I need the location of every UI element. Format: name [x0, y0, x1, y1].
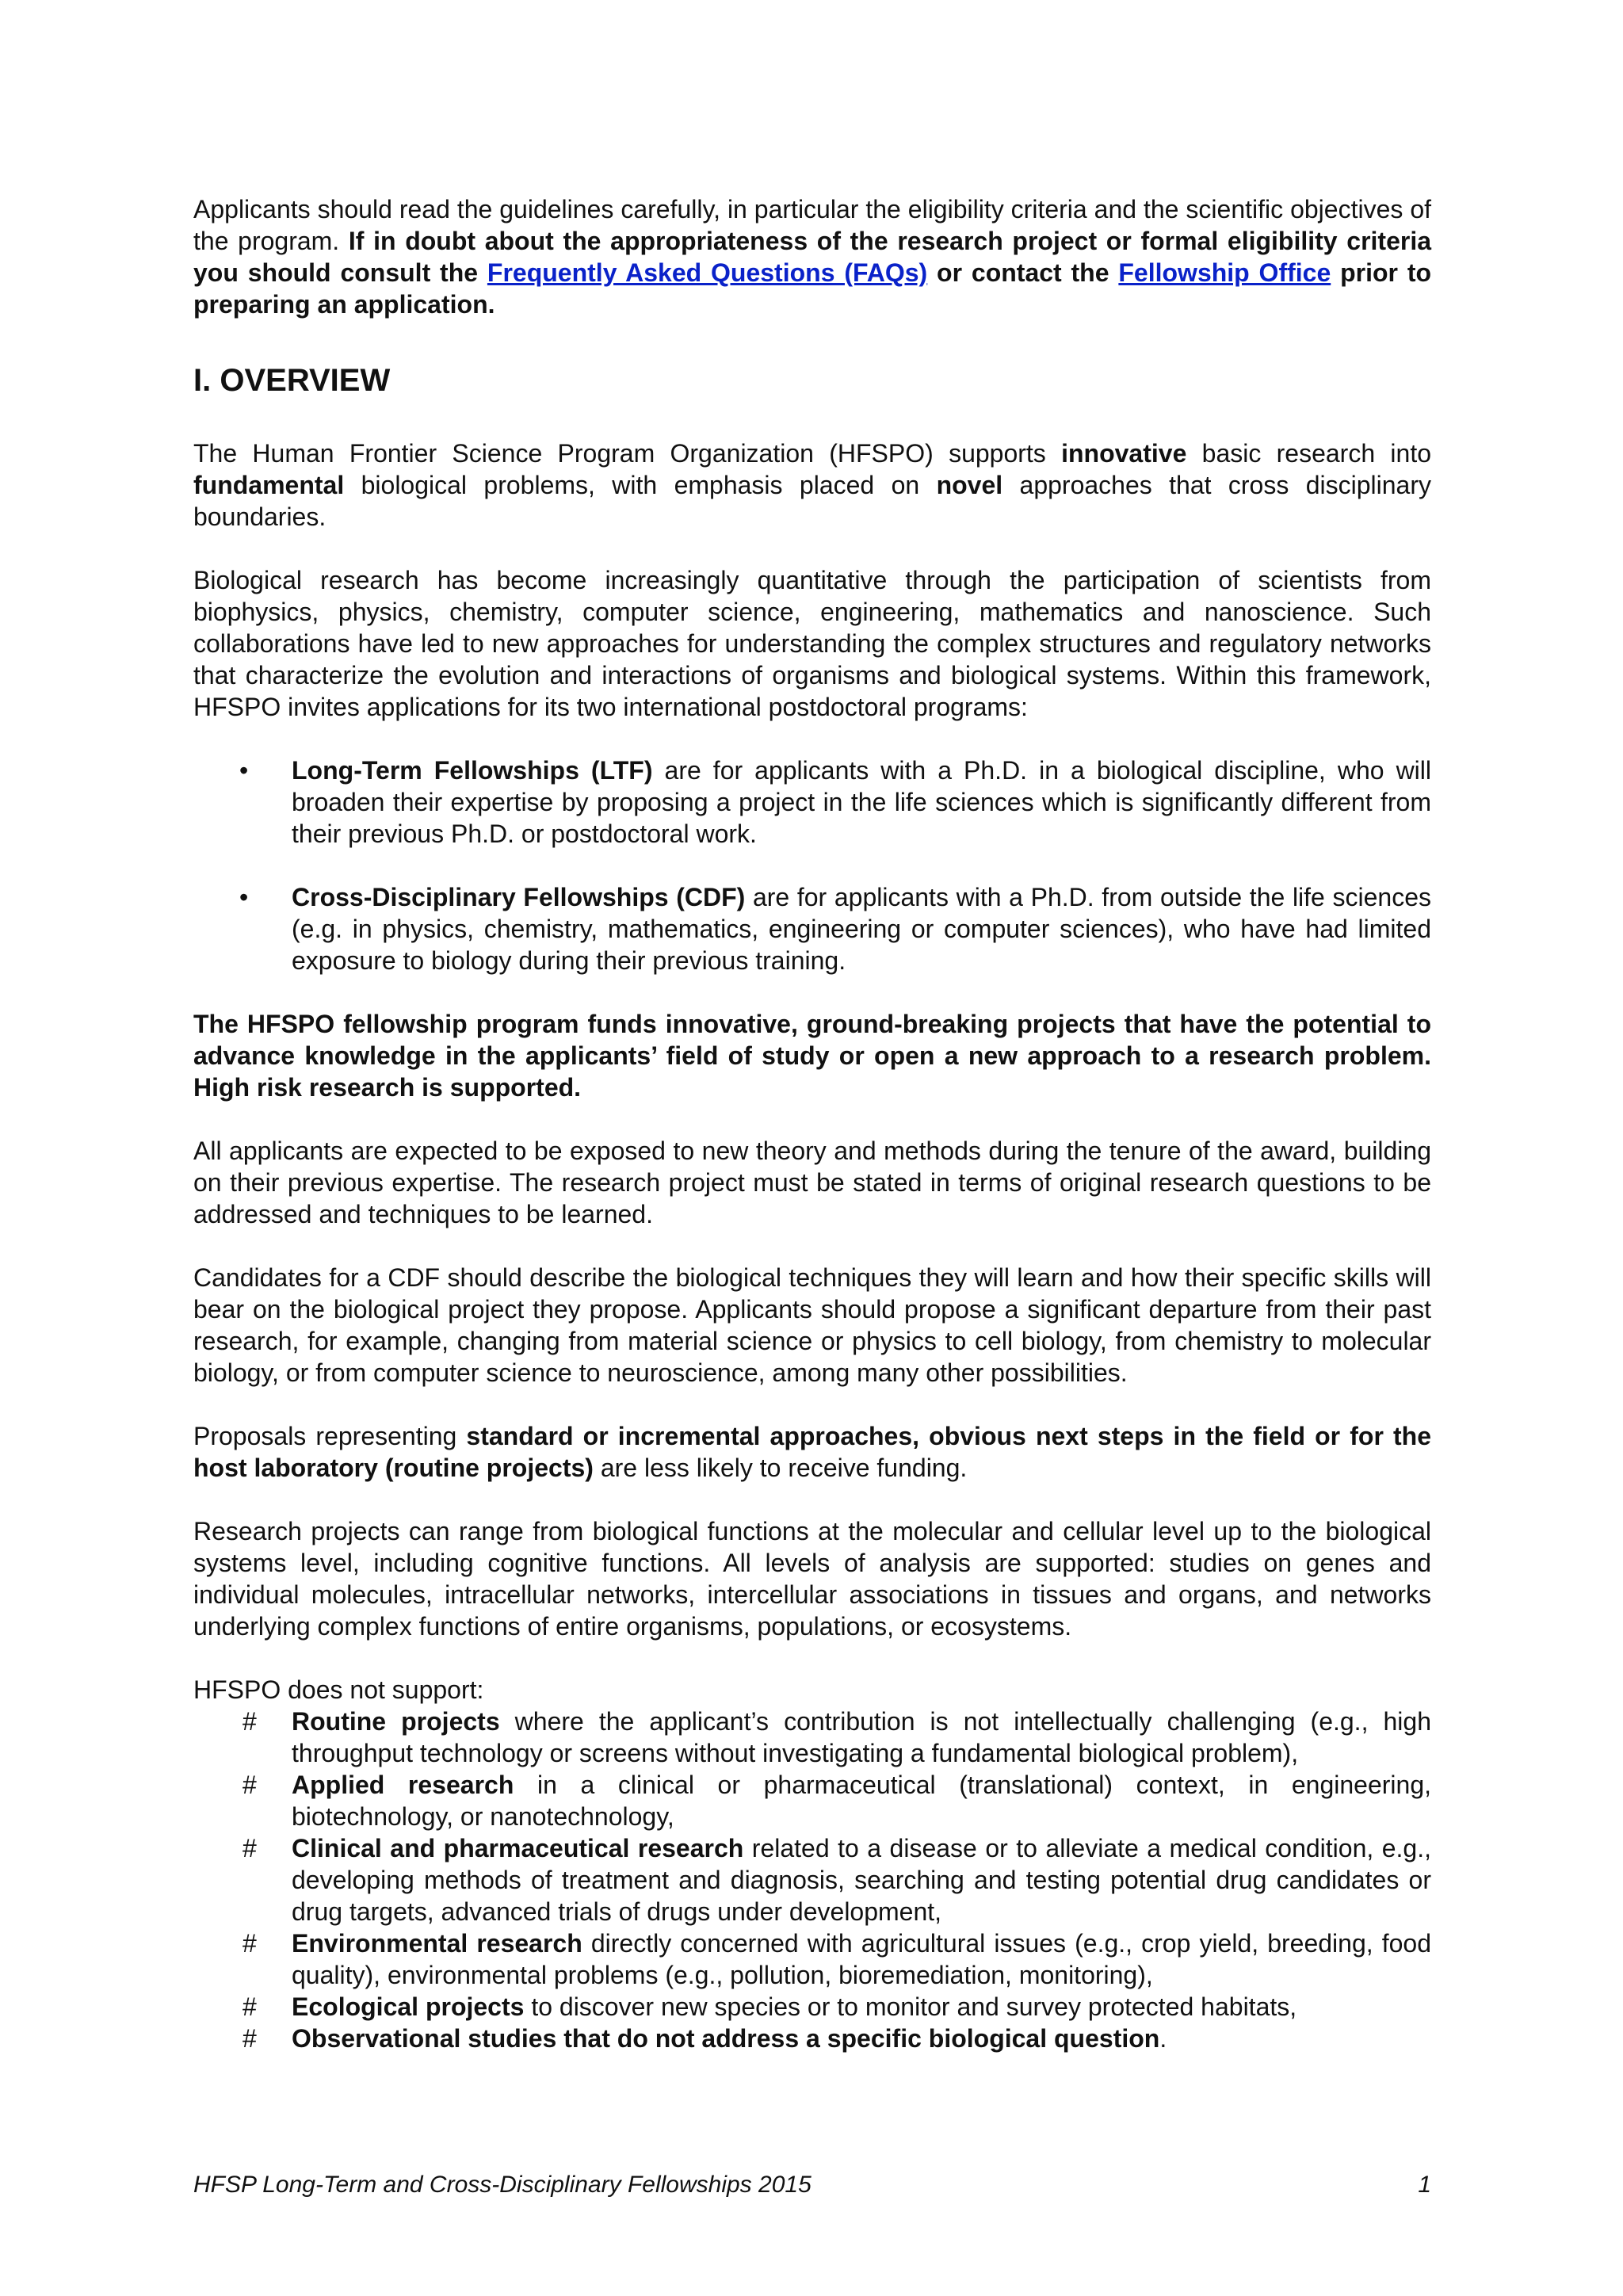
hash-icon: # [242, 1771, 257, 1799]
bullet-icon: • [239, 756, 249, 785]
bullet-ltf: • Long-Term Fellowships (LTF) are for applicants with a Ph.D. in a biological discipline, who will broaden their expertise by proposing a project in the life sciences which is significantly different from their previous Ph.D. or postdoctoral work. [193, 755, 1431, 850]
overview-paragraph-4: All applicants are expected to be exposed to new theory and methods during the tenure of the award, building on their previous expertise. The research project must be stated in terms of original research questions to be addressed and techniques to be learned. [193, 1137, 1431, 1228]
overview-paragraph-2: Biological research has become increasingly quantitative through the participation of scientists from biophysics, physics, chemistry, computer science, engineering, mathematics and nanoscience. Such collaborations have led to new approaches for understanding the complex structures and regulatory networks that characterize the evolution and interactions of organisms and biological systems. Within this framework, HFSPO invites applications for its two international postdoctoral programs: [193, 566, 1431, 721]
bullet-icon: • [239, 883, 249, 911]
list-item: # Routine projects where the applicant’s contribution is not intellectually challenging (e.g., high throughput technology or screens without investigating a fundamental biological problem), [193, 1706, 1431, 1769]
hash-icon: # [242, 1834, 257, 1862]
overview-paragraph-7: Research projects can range from biological functions at the molecular and cellular level up to the biological systems level, including cognitive functions. All levels of analysis are supported: studies on genes and individual molecules, intracellular networks, intercellular associations in tissues and organs, and networks underlying complex functions of entire organisms, populations, or ecosystems. [193, 1517, 1431, 1641]
list-item: # Environmental research directly concerned with agricultural issues (e.g., crop yield, breeding, food quality), environmental problems (e.g., pollution, bioremediation, monitoring), [193, 1927, 1431, 1991]
bullet-cdf: • Cross-Disciplinary Fellowships (CDF) are for applicants with a Ph.D. from outside the life sciences (e.g. in physics, chemistry, mathematics, engineering or computer sciences), who have had limited exposure to biology during their previous training. [193, 881, 1431, 976]
program-bullet-list [193, 755, 1431, 976]
footer-title: HFSP Long-Term and Cross-Disciplinary Fellowships 2015 [193, 2172, 812, 2198]
fellowship-office-link[interactable]: Fellowship Office [1118, 258, 1331, 287]
page-footer [193, 2172, 1431, 2199]
hash-icon: # [242, 2024, 257, 2053]
intro-paragraph: Applicants should read the guidelines carefully, in particular the eligibility criteria and the scientific objectives of the program. If in doubt about the appropriateness of the research project or formal eligibility criteria you should consult the Frequently Asked Questions (FAQs) or contact the Fellowship Office prior to preparing an application. [193, 195, 1432, 319]
overview-paragraph-1: The Human Frontier Science Program Organization (HFSPO) supports innovative basic research into fundamental biological problems, with emphasis placed on novel approaches that cross disciplinary boundaries. [193, 439, 1432, 531]
hash-icon: # [242, 1992, 257, 2021]
funding-statement: The HFSPO fellowship program funds innovative, ground-breaking projects that have the potential to advance knowledge in the applicants’ field of study or open a new approach to a research problem. High risk research is supported. [193, 1010, 1431, 1102]
not-support-list [193, 1706, 1431, 2054]
hash-icon: # [242, 1929, 257, 1958]
overview-paragraph-5: Candidates for a CDF should describe the biological techniques they will learn and how their specific skills will bear on the biological project they propose. Applicants should propose a significant departure from their past research, for example, changing from material science or physics to cell biology, from chemistry to molecular biology, or from computer science to neuroscience, among many other possibilities. [193, 1263, 1431, 1387]
list-item: # Ecological projects to discover new species or to monitor and survey protected habitats, [193, 1991, 1431, 2023]
section-heading: I. OVERVIEW [193, 363, 391, 398]
hash-icon: # [242, 1707, 257, 1736]
list-item: # Applied research in a clinical or pharmaceutical (translational) context, in engineering, biotechnology, or nanotechnology, [193, 1769, 1431, 1832]
faq-link[interactable]: Frequently Asked Questions (FAQs) [487, 258, 928, 287]
not-support-lead: HFSPO does not support: [193, 1675, 484, 1704]
list-item: # Clinical and pharmaceutical research related to a disease or to alleviate a medical condition, e.g., developing methods of treatment and diagnosis, searching and testing potential drug candidates or drug targets, advanced trials of drugs under development, [193, 1832, 1431, 1927]
page-number: 1 [1418, 2172, 1431, 2198]
overview-paragraph-6: Proposals representing standard or incremental approaches, obvious next steps in the field or for the host laboratory (routine projects) are less likely to receive funding. [193, 1422, 1432, 1482]
document-body [193, 193, 1431, 2054]
list-item: # Observational studies that do not address a specific biological question. [193, 2023, 1431, 2054]
